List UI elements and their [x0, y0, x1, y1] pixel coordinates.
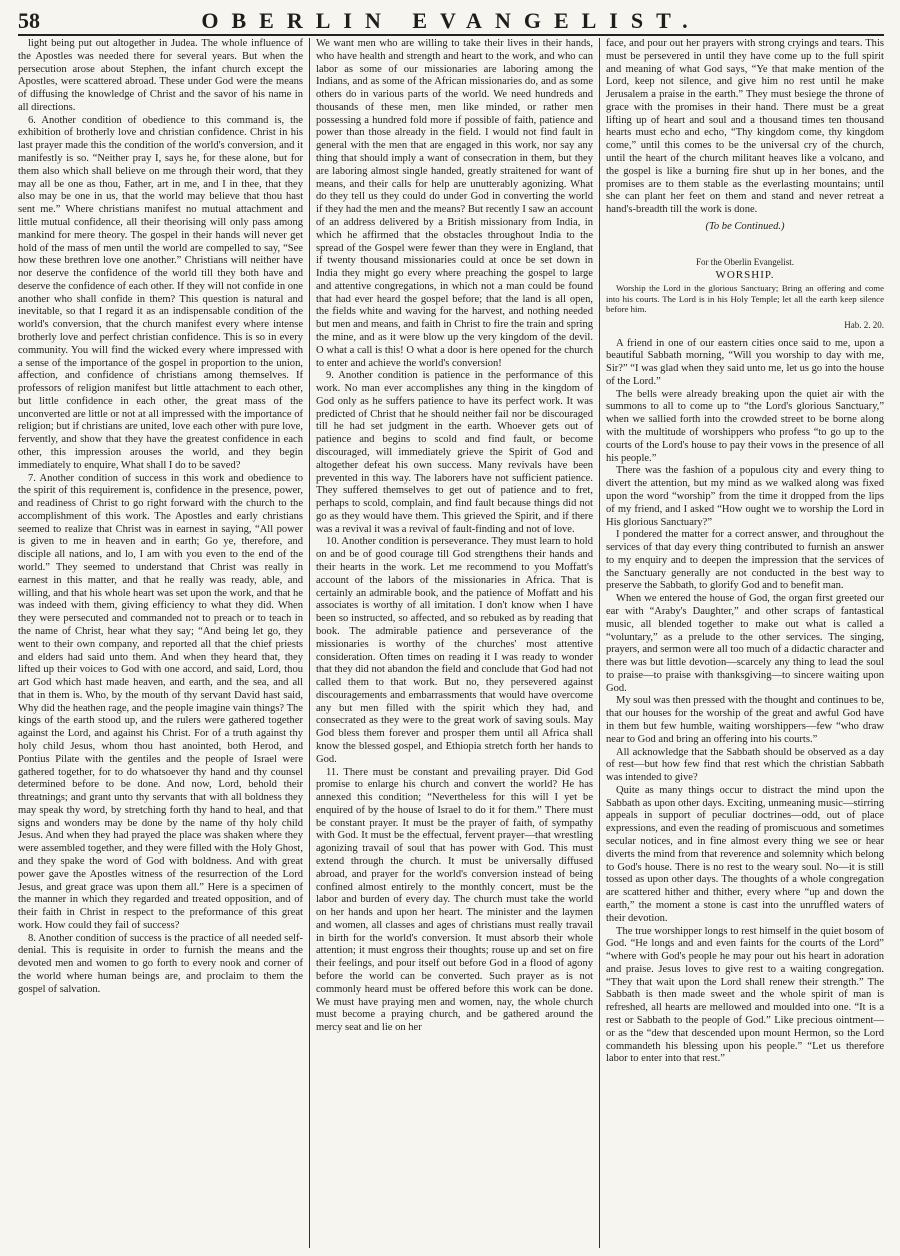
paragraph: We want men who are willing to take their lives in their hands, who have health and strength and heart to the work, and who can labor as some of our missionaries are laboring among the Indians, and as some of the African missionaries do, and as some others do in various parts of the world. We need hundreds and thousands of these men, men like minded, or rather men possessing a hundred fold more if possible of faith, patience and power than those already in the field. I would not find fault in general with the men that are engaged in this work, nor say any thing that should imply a want of consecration in them, but they are laboring almost single handed, greatly straitened for want of means, and their calls for help are unutterably agonizing. What do they tell us they could do under God in converting the world if they had the men and the means? But recently I saw an account of an address delivered by a British missionary from India, in which he affirmed that the obstacles throughout India to the spread of the Gospel were fewer than they were in England, that if twenty thousand missionaries could at once be set down in India they might go every where preaching the gospel to large and attentive congregations, in which not a man could be found that had ever heard the gospel before; that the land is all open, the fields white and waving for the harvest, and nothing needed but men and means, and faith in Christ to fire the train and spring the mine, and as it were blow up the very kingdom of the devil. O what a call is this! O what a door is here opened for the church to enter and achieve the world's conversion!: [316, 38, 593, 369]
to-be-continued-note: (To be Continued.): [705, 220, 785, 232]
paragraph: Quite as many things occur to distract the mind upon the Sabbath as upon other days. Exciting, unmeaning music—stirring appeals in support of peculiar doctrines—odd, out of place expressions, and even the reading of promiscuous and sometimes secular notices, and in fine almost every thing we see or hear diverts the mind from that reverence and solemnity which belong to God's house. There is no rest to the weary soul. No—it is still tossed as upon other days. The thoughts of a whole congregation are scattered hither and thither, every where “up and down the earth,” the moment a stone is cast into the unruffled waters of their devotion.: [606, 784, 884, 924]
column-3: [600, 38, 884, 1248]
article-title: WORSHIP.: [715, 268, 775, 281]
epigraph-reference: Hab. 2. 20.: [844, 319, 884, 330]
paragraph: 10. Another condition is perseverance. They must learn to hold on and be of good courage till God strengthens their hands and their hearts in the work. Let me recommend to you Moffatt's account of the labors of the missionaries in Africa. That is certainly an admirable book, and the patience of Moffatt and his associates is worthy of all imitation. I don't know when I have been so instructed, so affected, and so rebuked as by reading that book. The admirable patience and perseverance of the missionaries is worthy of the churches' most attentive consideration. Often times on reading it I was ready to wonder that they did not abandon the field and conclude that God had not called them to that work. But no, they persevered against discouragements and embarrassments that would have overcome any but men filled with the spirit which they had, and consecrated as they were to the great work of saving souls. May God bless them forever and prosper them until all Africa shall know the blessed gospel, and Ethiopia stretch forth her hands to God.: [316, 536, 593, 765]
paragraph: 6. Another condition of obedience to this command is, the exhibition of brotherly love and christian confidence. Christ in his last prayer made this the condition of the world's conversion, and it manifestly is so. “Neither pray I, says he, for these alone, but for them also which shall believe on me through their word, that they may all be one as thou, Father, art in me, and I in thee, that they also may be one in us, that the world may believe that thou hast sent me.” Where christians manifest no mutual attachment and little mutual confidence, all their theorising will only pass among mankind for mere theory. The gospel in their hands will never get hold of the mass of men until the world are compelled to say, “See how these brethren love one another.” Christians will neither have nor deserve the confidence of the world till they both have and deserve the confidence of each other. If they will not confide in one another who shall confide in them? This question is natural and inevitable, so that I regard it as an indispensable condition of the world's conversion, that the church manifest every where intense brotherly love and perfect christian confidence. This is so in every community. You will find the wicked every where impressed with a sense of the importance of the gospel in proportion to the union, affection, and confidence of christians among themselves. If professors of religion manifest but little attachment to each other, but little confidence in each other, the great mass of the unconverted are little or not at all impressed with the importance of religion; but if christians are united, love each other with pure love, fervently, and show that they have the greatest confidence in each other, this impression arouses the world, and they begin immediately to enquire, What shall I do to be saved?: [18, 114, 303, 471]
paragraph: light being put out altogether in Judea. The whole influence of the Apostles was needed there for several years. But when the persecution arose about Stephen, the infant church except the Apostles, were scattered abroad. These under God were the means of diffusing the knowledge of Christ and the savor of his name in all directions.: [18, 38, 303, 113]
article-columns: [18, 38, 884, 1248]
paragraph: face, and pour out her prayers with strong cryings and tears. This must be persevered in until they have come up to the full spirit and meaning of what God says, “Ye that make mention of the Lord, keep not silence, and give him no rest until he make Jerusalem a praise in the earth.” They must besiege the throne of grace with the promises in their hand. There must be a great lifting up of heart and soul and a thousand times ten thousand hearts must echo and echo, “Thy kingdom come, thy kingdom come,” until this comes to be the universal cry of the church, until the heart of the church militant heaves like a volcano, and the gospel is like a burning fire shut up in her bones, and the promises are to them stable as the everlasting mountains; until she can plant her feet on them and stand and never retreat a hand's-breadth till the work is done.: [606, 38, 884, 216]
paragraph: I pondered the matter for a correct answer, and throughout the services of that day every thing contributed to furnish an answer to my enquiry and to deepen the impression that the services of the Sanctuary generally are not conducted in the best way to preserve the Sabbath, to glorify God and to benefit man.: [606, 529, 884, 592]
paragraph: 9. Another condition is patience in the performance of this work. No man ever accomplishes any thing in the kingdom of God only as he suffers patience to have its perfect work. It was predicted of Christ that he should neither fail nor be discouraged till he had set judgment in the earth. Whoever gets out of patience and begins to scold and find fault, or become discouraged, will immediately grieve the Spirit of God and altogether defeat his own success. Many revivals have been prevented in this way. The laborers have not sufficient patience. They suffered themselves to get out of patience and to fret, perhaps to scold, complain, and find fault because things did not go as they would have them. This grieved the Spirit, and if there was a revival it was a revival of fault-finding and not of love.: [316, 370, 593, 535]
paragraph: The bells were already breaking upon the quiet air with the summons to all to come up to “the Lord's glorious Sanctuary,” when we sallied forth into the crowded street to be borne along with the multitude of worshippers who profess “to go up to the courts of the Lord's house to pay their vows in the presence of all his people.”: [606, 388, 884, 464]
column-1: [18, 38, 310, 1248]
paragraph: All acknowledge that the Sabbath should be observed as a day of rest—but how few find that rest which the christian Sabbath was intended to give?: [606, 746, 884, 784]
paragraph: The true worshipper longs to rest himself in the quiet bosom of God. “He longs and and even faints for the courts of the Lord” “where with God's people he may pour out his heart in adoration and praise. Jesus loves to give rest to a waiting congregation. “They that wait upon the Lord shall renew their strength.” The Sabbath is then made sweet and the whole spirit of man is refreshed, all hearts are mellowed and moulded into one. “It is a rest or Sabbath to the people of God.” Like precious ointment—or as the “dew that descended upon mount Hermon, so the Lord commandeth his blessing upon his people.” “Let us therefore labor to enter into that rest.”: [606, 925, 884, 1065]
masthead-title: OBERLIN EVANGELIST.: [201, 8, 701, 33]
page-number: 58: [18, 8, 40, 33]
paragraph: 8. Another condition of success is the practice of all needed self-denial. This is requisite in order to furnish the means and the devoted men and women to go forth to every nook and corner of the world where human beings are, and proclaim to them the gospel of salvation.: [18, 932, 303, 995]
epigraph: Worship the Lord in the glorious Sanctuary; Bring an offering and come into his courts. The Lord is in his Holy Temple; let all the earth keep silence before him.: [606, 283, 884, 315]
column-2: [310, 38, 600, 1248]
paragraph: A friend in one of our eastern cities once said to me, upon a beautiful Sabbath morning, “Will you worship to day with me, Sir?” “I was glad when they said unto me, let us go into the house of the Lord.”: [606, 337, 884, 387]
page-header: [18, 6, 884, 36]
article-byline: For the Oberlin Evangelist.: [696, 256, 794, 267]
paragraph: When we entered the house of God, the organ first greeted our ear with “Araby's Daughter,” and other scraps of fantastical music, all blended together to make out what is called a “voluntary,” as a prelude to the other services. The singing, prayers, and sermon were all too much of a didactic character and there was but little devotion—scarcely any thing to lead the soul to praise—to praise with thanksgiving—to sincere waiting upon God.: [606, 593, 884, 694]
paragraph: My soul was then pressed with the thought and continues to be, that our houses for the worship of the great and awful God have in them but few humble, waiting worshippers—few “who draw near to God and bring an offering into his courts.”: [606, 695, 884, 745]
paragraph: 11. There must be constant and prevailing prayer. Did God promise to enlarge his church and convert the world? He has annexed this condition; “Nevertheless for this will I yet be enquired of by the house of Israel to do it for them.” There must be constant prayer. It must be the prayer of faith, of sympathy with God. It must be the effectual, fervent prayer—that wrestling agonizing travail of soul that has power with God. This must extend through the church. It must be universally diffused abroad, and prayer for the world's conversion instead of being confined almost entirely to the monthly concert, must be the labor and burden of every day. The church must take the world on her hands and upon her heart. The minister and the laymen and women, all classes and ages of christians must really travail in birth for the world's conversion. It must absorb their whole attention; it must engross their thoughts; rouse up and set on fire their feelings, and pour itself out before God in a flood of agony before the world can be converted. Such prayer as is not commonly heard must be offered before this work can be done. We must have praying men and women, nay, the whole church must become a praying church, and be gathered around the mercy seat and lie on her: [316, 766, 593, 1034]
paragraph: 7. Another condition of success in this work and obedience to the spirit of this requirement is, confidence in the presence, power, and readiness of Christ to go right forward with the church to the accomplishment of this work. The Apostles and early christians seemed to realize that Christ was in earnest in saying, “All power is given to me in heaven and in earth; Go ye, therefore, and disciple all nations, and lo, I am with you even to the end of the world.” They seemed to understand that Christ was really in earnest in this matter, and that he really was ready, able, and willing, and that his whole heart was set upon the work, and that he was indeed with them, giving efficiency to what they did. When they were persecuted and commanded not to preach or to teach in the name of Christ, hear what they say; “And being let go, they went to their own company, and reported all that the chief priests and elders had said unto them. And when they heard that, they lifted up their voices to God with one accord, and said, Lord, thou art God which hast made heaven, and earth, and the sea, and all that in them is. Who, by the mouth of thy servant David hast said, Why did the heathen rage, and the people imagine vain things? The kings of the earth stood up, and the rulers were gathered together against the Lord, and against his Christ. For of a truth against thy holy child Jesus, whom thou hast anointed, both Herod, and Pontius Pilate with the gentiles and the people of Israel were gathered together, for to do whatsoever thy hand and thy counsel determined before to be done. And now, Lord, behold their threatnings; and grant unto thy servants that with all boldness they may speak thy word, by stretching forth thy hand to heal, and that signs and wonders may be done by the name of thy holy child Jesus. And when they had prayed the place was shaken where they were assembled together, and they were filled with the Holy Ghost, and they spake the word of God with boldness. And with great power gave the Apostles witness of the resurrection of the Lord Jesus, and great grace was upon them all.” Here is a specimen of the manner in which they regarded and treated opposition, and of their faith in Christ in respect to the preformance of this great work. How could they fail of success?: [18, 472, 303, 931]
paragraph: There was the fashion of a populous city and every thing to divert the attention, but my mind as we walked along was fixed upon the word “worship” from the time it dropped from the lips of my friend, and I asked “How ought we to worship the Lord in His glorious Sanctuary?”: [606, 465, 884, 528]
